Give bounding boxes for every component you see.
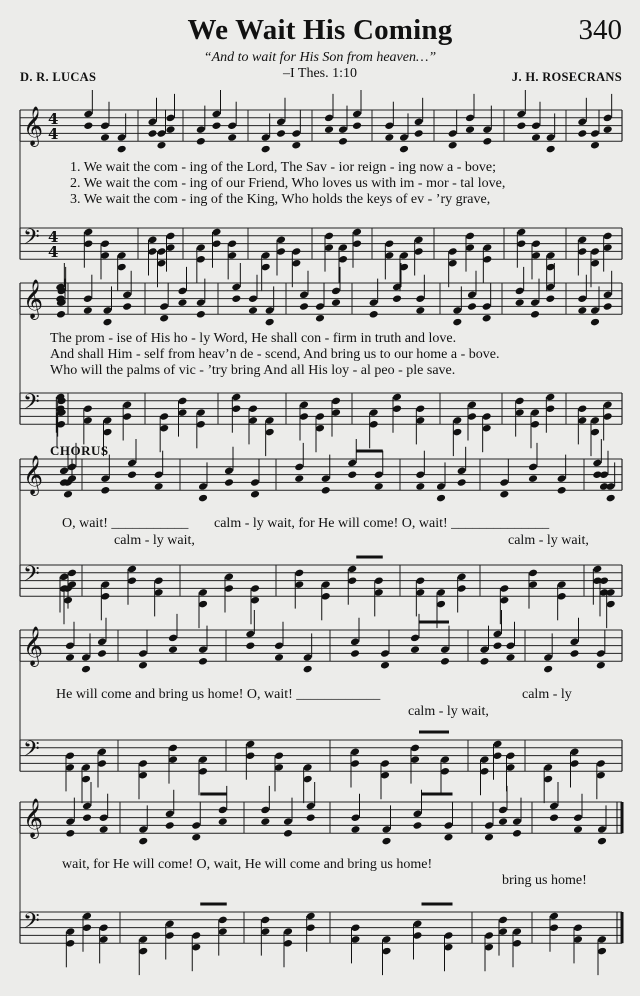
verse-3-line-2: Who will the palms of vic - ’try bring And all His loy - al peo - ple save.	[50, 363, 456, 378]
notehead	[218, 817, 228, 826]
notehead	[65, 653, 75, 662]
notehead	[65, 829, 75, 838]
notehead	[530, 310, 540, 319]
notehead	[306, 813, 316, 822]
notehead	[410, 645, 420, 654]
notehead	[347, 470, 357, 479]
notehead	[261, 145, 271, 154]
notehead	[138, 661, 148, 670]
lyricist-credit: D. R. LUCAS	[20, 70, 97, 84]
notehead	[154, 482, 164, 491]
chorus-line-1b: calm - ly wait, for He will come! O, wait! ______________	[214, 516, 550, 531]
notehead	[56, 310, 66, 319]
notehead	[147, 129, 157, 138]
notehead	[380, 661, 390, 670]
notehead	[338, 137, 348, 146]
verse-2-line-1: 2. We wait the com - ing of our Friend, Who loves us with im - mor - tal love,	[70, 176, 506, 191]
notehead	[448, 141, 458, 150]
notehead	[177, 298, 187, 307]
notehead	[414, 129, 424, 138]
notehead	[250, 490, 260, 499]
notehead	[482, 137, 492, 146]
notehead	[165, 125, 175, 134]
notehead	[569, 649, 579, 658]
notehead	[528, 474, 538, 483]
notehead	[265, 318, 275, 327]
notehead	[498, 817, 508, 826]
notehead	[315, 314, 325, 323]
notehead	[231, 294, 241, 303]
notehead	[492, 641, 502, 650]
verse-2-line-2: And shall Him - self from heav’n de - scend, And bring us to our home a - bove.	[50, 347, 500, 362]
notehead	[122, 302, 132, 311]
hymn-number: 340	[578, 14, 622, 46]
notehead	[516, 121, 526, 130]
epigraph: “And to wait for His Son from heaven…”	[203, 50, 437, 65]
notehead	[482, 314, 492, 323]
notehead	[479, 657, 489, 666]
notehead	[331, 298, 341, 307]
treble-clef: 𝄞	[23, 106, 44, 146]
notehead	[606, 494, 616, 503]
notehead	[545, 294, 555, 303]
notehead	[83, 121, 93, 130]
chorus-line-3-lower: bring us home!	[502, 873, 587, 888]
notehead	[99, 825, 109, 834]
notehead	[196, 310, 206, 319]
bass-clef: 𝄢	[23, 562, 40, 592]
verse-3-line-1: 3. We wait the com - ing of the King, Who holds the keys of ev - ’ry grave,	[70, 192, 491, 207]
notehead	[165, 821, 175, 830]
notehead	[138, 837, 148, 846]
notehead	[352, 121, 362, 130]
notehead	[369, 310, 379, 319]
notehead	[415, 306, 425, 315]
notehead	[102, 318, 112, 327]
notehead	[374, 482, 384, 491]
notehead	[198, 657, 208, 666]
notehead	[440, 657, 450, 666]
time-signature-digit: 4	[48, 243, 59, 261]
time-signature-digit: 4	[48, 228, 59, 246]
notehead	[83, 306, 93, 315]
notehead	[350, 825, 360, 834]
notehead	[224, 478, 234, 487]
notehead	[303, 665, 313, 674]
notehead	[415, 482, 425, 491]
notehead	[443, 833, 453, 842]
notehead	[63, 490, 73, 499]
notehead	[81, 665, 91, 674]
notehead	[291, 141, 301, 150]
treble-clef: 𝄞	[23, 626, 44, 666]
notehead	[512, 829, 522, 838]
notehead	[465, 125, 475, 134]
notehead	[590, 141, 600, 150]
notehead	[484, 833, 494, 842]
notehead	[590, 318, 600, 327]
notehead	[515, 298, 525, 307]
notehead	[127, 470, 137, 479]
bass-clef: 𝄢	[23, 737, 40, 767]
notehead	[499, 490, 509, 499]
notehead	[283, 829, 293, 838]
chorus-line-3: wait, for He will come! O, wait, He will come and bring us home!	[62, 857, 433, 872]
notehead	[276, 129, 286, 138]
treble-clef: 𝄞	[23, 455, 44, 495]
notehead	[384, 133, 394, 142]
notehead	[100, 486, 110, 495]
notehead	[543, 665, 553, 674]
bass-clef: 𝄢	[23, 390, 40, 420]
bass-clef: 𝄢	[23, 909, 40, 939]
notehead	[531, 133, 541, 142]
treble-clef: 𝄞	[23, 279, 44, 319]
notehead	[557, 486, 567, 495]
chorus-line-2-lower: calm - ly wait,	[408, 704, 489, 719]
notehead	[321, 486, 331, 495]
notehead	[399, 145, 409, 154]
verse-1-line-2: The prom - ise of His ho - ly Word, He shall con - firm in truth and love.	[50, 331, 457, 346]
notehead	[457, 478, 467, 487]
notehead	[196, 137, 206, 146]
notehead	[156, 141, 166, 150]
scripture-reference: –I Thes. 1:10	[282, 66, 357, 81]
notehead	[260, 817, 270, 826]
notehead	[159, 314, 169, 323]
notehead	[100, 133, 110, 142]
notehead	[227, 133, 237, 142]
notehead	[324, 125, 334, 134]
notehead	[577, 129, 587, 138]
notehead	[412, 821, 422, 830]
chorus-line-1-lower-a: calm - ly wait,	[114, 533, 195, 548]
chorus-line-1-lower-b: calm - ly wait,	[508, 533, 589, 548]
notehead	[294, 474, 304, 483]
notehead	[350, 649, 360, 658]
notehead	[603, 125, 613, 134]
notehead	[211, 121, 221, 130]
notehead	[573, 825, 583, 834]
notehead	[603, 302, 613, 311]
notehead	[597, 837, 607, 846]
chorus-line-2b: calm - ly	[522, 687, 572, 702]
treble-clef: 𝄞	[23, 798, 44, 838]
notehead	[549, 813, 559, 822]
notehead	[248, 306, 258, 315]
notehead	[577, 306, 587, 315]
notehead	[436, 494, 446, 503]
notehead	[82, 813, 92, 822]
verse-1-line-1: 1. We wait the com - ing of the Lord, The Sav - ior reign - ing now a - bove;	[70, 160, 497, 175]
notehead	[299, 302, 309, 311]
notehead	[191, 833, 201, 842]
notehead	[505, 653, 515, 662]
notehead	[198, 494, 208, 503]
time-signature-digit: 4	[48, 125, 59, 143]
notehead	[596, 661, 606, 670]
notehead	[117, 145, 127, 154]
notehead	[452, 318, 462, 327]
chorus-label: CHORUS	[50, 443, 109, 458]
composer-credit: J. H. ROSECRANS	[511, 70, 622, 84]
notehead	[97, 649, 107, 658]
notehead	[274, 653, 284, 662]
notehead	[392, 294, 402, 303]
chorus-line-2a: He will come and bring us home! O, wait! ____________	[56, 687, 381, 702]
hymn-title: We Wait His Coming	[187, 14, 453, 46]
notehead	[381, 837, 391, 846]
bass-clef: 𝄢	[23, 225, 40, 255]
notehead	[245, 641, 255, 650]
notehead	[168, 645, 178, 654]
notehead	[467, 302, 477, 311]
chorus-line-1a: O, wait! ___________	[62, 516, 189, 531]
time-signature-digit: 4	[48, 110, 59, 128]
notehead	[546, 145, 556, 154]
